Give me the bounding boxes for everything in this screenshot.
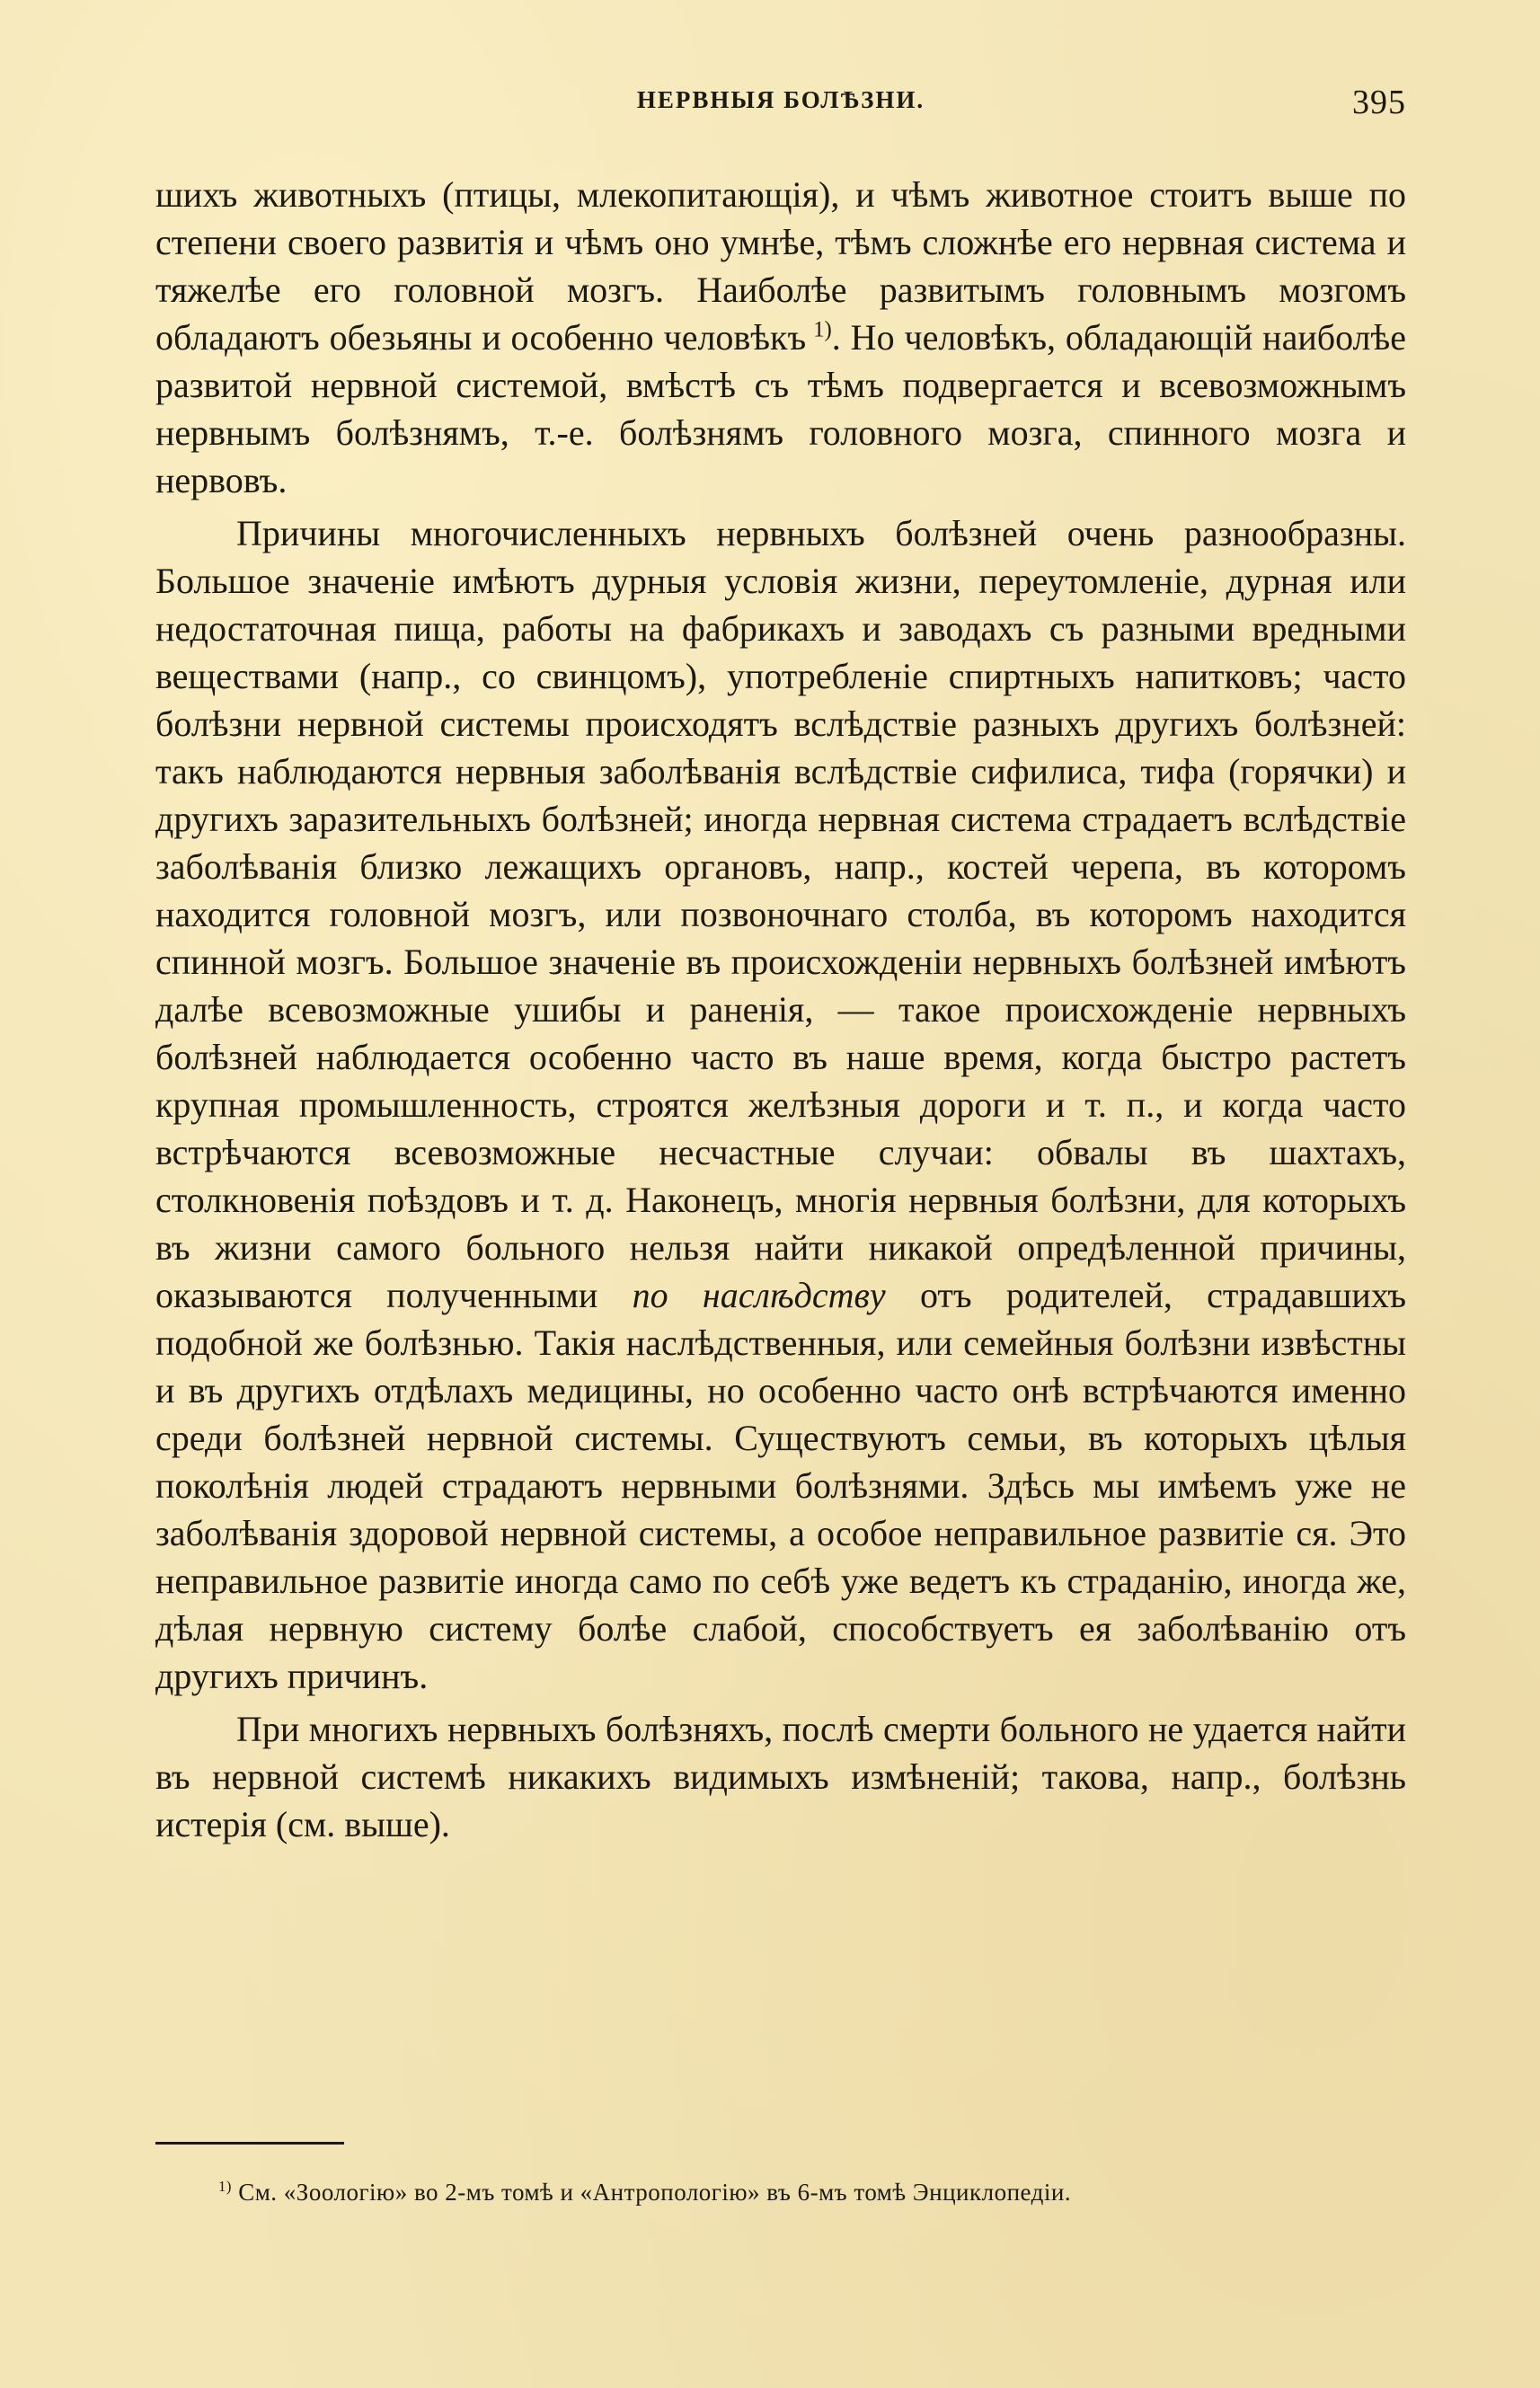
footnote-text: См. «Зоологію» во 2-мъ томѣ и «Антропологію» въ 6-мъ томѣ Энциклопедіи. bbox=[238, 2179, 1072, 2206]
body-text bbox=[155, 171, 1406, 1848]
paragraph-2-text-b: отъ родителей, страдавшихъ подобной же болѣзнью. Такія наслѣдственныя, или семейныя болѣзни извѣстны и въ другихъ отдѣлахъ медицины, но особенно часто онѣ встрѣчаются именно среди болѣзней нервной системы. Существуютъ семьи, въ которыхъ цѣлыя поколѣнія людей страдаютъ нервными болѣзнями. Здѣсь мы имѣемъ уже не заболѣванія здоровой нервной системы, а особое неправильное развитіе ся. Это неправильное развитіе иногда само по себѣ уже ведетъ къ страданію, иногда же, дѣлая нервную систему болѣе слабой, способствуетъ ея заболѣванію отъ другихъ причинъ. bbox=[155, 1275, 1406, 1696]
footnote-divider bbox=[155, 2142, 344, 2145]
paragraph-3: При многихъ нервныхъ болѣзняхъ, послѣ смерти больного не удается найти въ нервной системѣ никакихъ видимыхъ измѣненій; такова, напр., болѣзнь истерія (см. выше). bbox=[155, 1709, 1406, 1844]
paragraph-2-italic-phrase: по наслѣдству bbox=[632, 1275, 886, 1315]
footnote-reference: 1) bbox=[813, 317, 832, 342]
running-head bbox=[155, 83, 1406, 128]
footnote-marker: 1) bbox=[218, 2178, 232, 2195]
paragraph-2-text-a: Причины многочисленныхъ нервныхъ болѣзней очень разнообразны. Большое значеніе имѣютъ дурныя условія жизни, переутомленіе, дурная или недостаточная пища, работы на фабрикахъ и заводахъ съ разными вредными веществами (напр., со свинцомъ), употребленіе спиртныхъ напитковъ; часто болѣзни нервной системы происходятъ вслѣдствіе разныхъ другихъ болѣзней: такъ наблюдаются нервныя заболѣванія вслѣдствіе сифилиса, тифа (горячки) и другихъ заразительныхъ болѣзней; иногда нервная система страдаетъ вслѣдствіе заболѣванія близко лежащихъ органовъ, напр., костей черепа, въ которомъ находится головной мозгъ, или позвоночнаго столба, въ которомъ находится спинной мозгъ. Большое значеніе въ происхожденіи нервныхъ болѣзней имѣютъ далѣе всевозможные ушибы и раненія, — такое происхожденіе нервныхъ болѣзней наблюдается особенно часто въ наше время, когда быстро растетъ крупная промышленность, строятся желѣзныя дороги и т. п., и когда часто встрѣчаются всевозможные несчастные случаи: обвалы въ шахтахъ, столкновенія поѣздовъ и т. д. Наконецъ, многія нервныя болѣзни, для которыхъ въ жизни самого больного нельзя найти никакой опредѣленной причины, оказываются полученными bbox=[155, 513, 1406, 1315]
running-title: НЕРВНЫЯ БОЛѢЗНИ. bbox=[636, 86, 925, 113]
paragraph-1-text-b: . Но человѣкъ, обладающій наиболѣе развитой нервной системой, вмѣстѣ съ тѣмъ подвергается и всевозможнымъ нервнымъ болѣзнямъ, т.-е. болѣзнямъ головного мозга, спинного мозга и нервовъ. bbox=[155, 317, 1406, 500]
page-number: 395 bbox=[1352, 84, 1406, 121]
paragraph-1 bbox=[155, 171, 1406, 504]
footnote bbox=[155, 2176, 1406, 2208]
paragraph-1-text-a: шихъ животныхъ (птицы, млекопитающія), и чѣмъ животное стоитъ выше по степени своего развитія и чѣмъ оно умнѣе, тѣмъ сложнѣе его нервная система и тяжелѣе его головной мозгъ. Наиболѣе развитымъ головнымъ мозгомъ обладаютъ обезьяны и особенно человѣкъ bbox=[155, 174, 1406, 358]
paragraph-2 bbox=[155, 509, 1406, 1700]
